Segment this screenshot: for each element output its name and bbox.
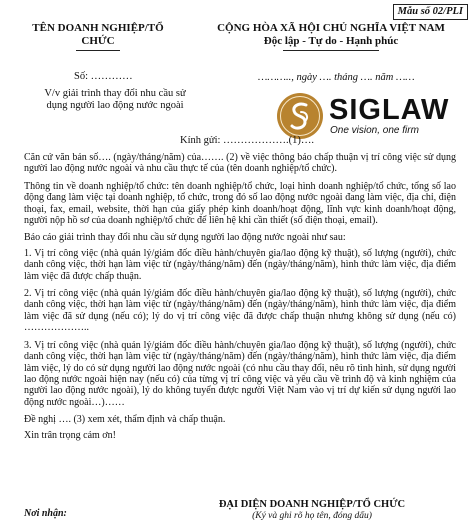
organization-header (14, 22, 182, 48)
signature-note: (Ký và ghi rõ họ tên, đóng dấu) (252, 511, 372, 521)
recipients-label: Nơi nhận: (24, 508, 67, 519)
siglaw-logo (276, 92, 472, 140)
document-number: Số: ………… (74, 71, 133, 82)
organization-name-line2: CHỨC (81, 35, 115, 47)
siglaw-emblem-icon (276, 92, 324, 140)
header-right-divider (283, 50, 379, 51)
subject-line2: dụng người lao động nước ngoài (46, 100, 184, 111)
logo-slogan: One vision, one firm (330, 125, 419, 136)
paragraph-request: Đề nghị …. (3) xem xét, thẩm định và chấp thuận. (24, 414, 226, 426)
addressee-line: Kính gửi: ……………….(1)…. (180, 135, 315, 146)
paragraph-thanks: Xin trân trọng cảm ơn! (24, 429, 116, 441)
organization-name-line1: TÊN DOANH NGHIỆP/TỔ (32, 22, 164, 34)
logo-wordmark: SIGLAW (329, 94, 450, 126)
form-number: Mẫu số 02/PLI (393, 4, 468, 20)
document-date: ……….., ngày …. tháng …. năm …… (258, 72, 415, 83)
subject-line1: V/v giải trình thay đổi nhu cầu sử (44, 88, 186, 99)
paragraph-item-3: 3. Vị trí công việc (nhà quản lý/giám đốc điều hành/chuyên gia/lao động kỹ thuật), số lượng (người), chức danh công việc, thời hạn làm việc từ (ngày/tháng/năm) đến (ngày/tháng/năm), hình thức làm việc, địa điểm làm việc, lý do có sử dụng người lao động nước ngoài (có nhu cầu thay đổi, nêu rõ tình hình, sử dụng người lao động nước ngoài hiện nay (nếu có) của từng vị trí công việc và yêu cầu về trình độ và kinh nghiệm của người lao động nước ngoài), lý do không tuyển được người Việt Nam vào vị trí dự kiến sử dụng người lao động nước ngoài…)…… (24, 339, 456, 408)
header-left-divider (76, 50, 120, 51)
paragraph-item-2: 2. Vị trí công việc (nhà quản lý/giám đốc điều hành/chuyên gia/lao động kỹ thuật), số lượng (người), chức danh công việc, thời hạn làm việc từ (ngày/tháng/năm) đến (ngày/tháng/năm), hình thức làm việc, địa điểm làm việc đã sử dụng (nếu có); lý do vị trí công việc đã được chấp thuận nhưng không sử dụng (nếu có) ……………….. (24, 288, 456, 334)
national-title: CỘNG HÒA XÃ HỘI CHỦ NGHĨA VIỆT NAM (217, 22, 445, 34)
national-motto: Độc lập - Tự do - Hạnh phúc (263, 35, 399, 47)
signature-title: ĐẠI DIỆN DOANH NGHIỆP/TỔ CHỨC (218, 499, 406, 510)
paragraph-report-intro: Báo cáo giải trình thay đổi nhu cầu sử dụng người lao động nước ngoài như sau: (24, 232, 346, 244)
letter-body (24, 152, 456, 447)
paragraph-basis: Căn cứ văn bản số…. (ngày/tháng/năm) của……. (2) về việc thông báo chấp thuận vị trí công việc sử dụng người lao động nước ngoài và nhu cầu thực tế của (tên doanh nghiệp/tổ chức). (24, 152, 456, 175)
national-header (192, 22, 470, 48)
paragraph-organization-info: Thông tin về doanh nghiệp/tổ chức: tên doanh nghiệp/tổ chức, loại hình doanh nghiệp/tổ chức, tổng số lao động đang làm việc tại doanh nghiệp, tổ chức, trong đó số lao động nước ngoài đang làm việc, địa chỉ, điện thoại, fax, email, website, thời hạn của giấy phép kinh doanh/hoạt động, lĩnh vực kinh doanh/hoạt động, người nộp hồ sơ của doanh nghiệp/tổ chức để liên hệ khi cần thiết (số điện thoại, email). (24, 180, 456, 227)
document-subject (40, 88, 190, 112)
paragraph-item-1: 1. Vị trí công việc (nhà quản lý/giám đốc điều hành/chuyên gia/lao động kỹ thuật), số lượng (người), chức danh công việc, thời hạn làm việc từ (ngày/tháng/năm) đến (ngày/tháng/năm), hình thức làm việc, địa điểm làm việc đã được chấp thuận. (24, 247, 456, 282)
